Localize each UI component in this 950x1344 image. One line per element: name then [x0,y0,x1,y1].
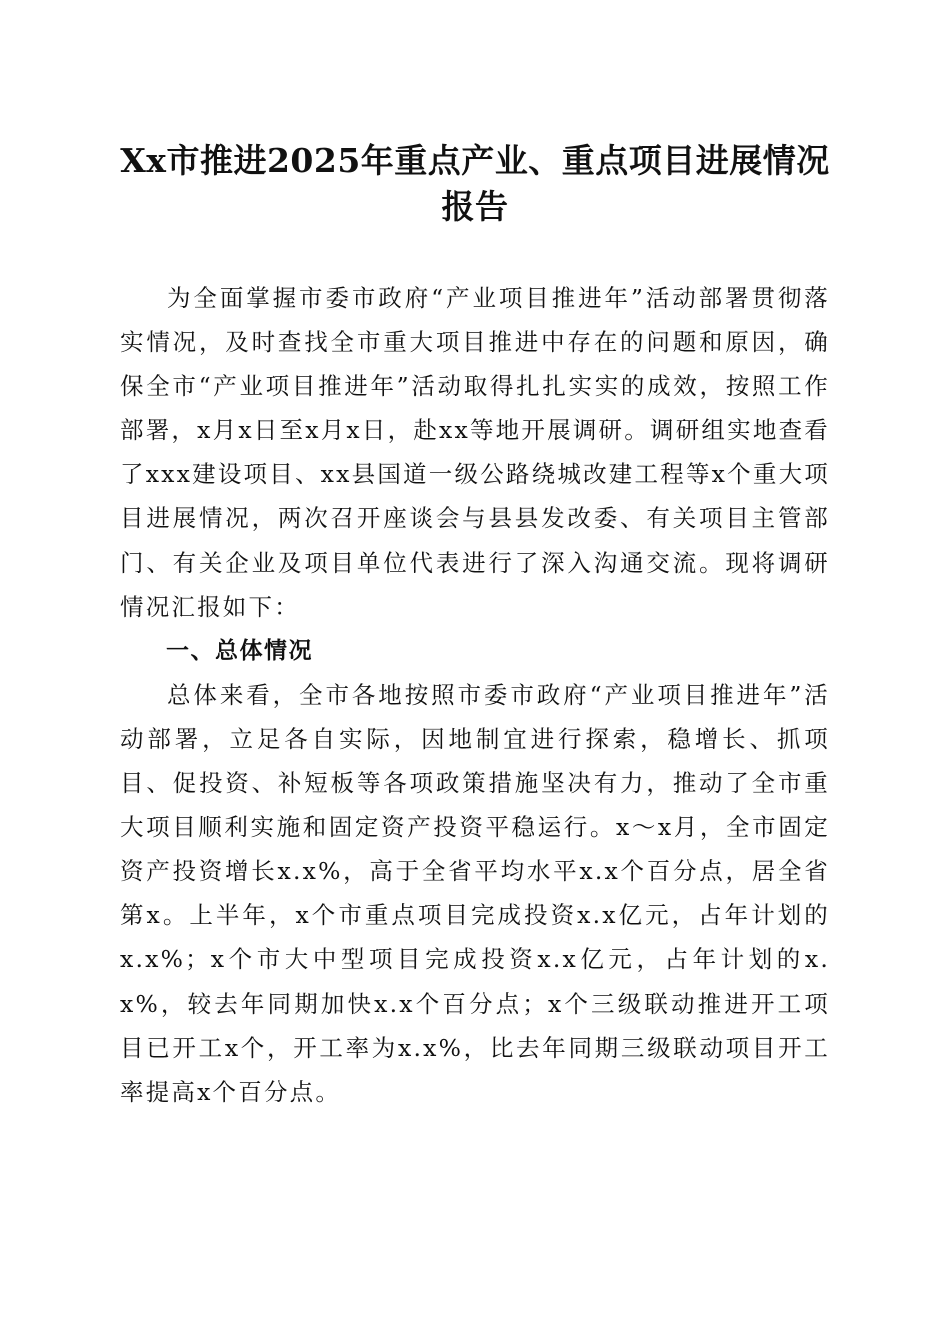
document-body [120,276,830,1114]
section-heading: 一、总体情况 [166,637,313,664]
intro-paragraph: 为全面掌握市委市政府“产业项目推进年”活动部署贯彻落实情况，及时查找全市重大项目推进中存在的问题和原因，确保全市“产业项目推进年”活动取得扎扎实实的成效，按照工作部署，x月x日至x月x日，赴xx等地开展调研。调研组实地查看了xxx建设项目、xx县国道一级公路绕城改建工程等x个重大项目进展情况，两次召开座谈会与县县发改委、有关项目主管部门、有关企业及项目单位代表进行了深入沟通交流。现将调研情况汇报如下： [120,284,830,621]
section-paragraph: 总体来看，全市各地按照市委市政府“产业项目推进年”活动部署，立足各自实际，因地制宜进行探索，稳增长、抓项目、促投资、补短板等各项政策措施坚决有力，推动了全市重大项目顺利实施和固定资产投资平稳运行。x～x月，全市固定资产投资增长x.x%，高于全省平均水平x.x个百分点，居全省第x。上半年，x个市重点项目完成投资x.x亿元，占年计划的x.x%；x个市大中型项目完成投资x.x亿元，占年计划的x.x%，较去年同期加快x.x个百分点；x个三级联动推进开工项目已开工x个，开工率为x.x%，比去年同期三级联动项目开工率提高x个百分点。 [120,680,830,1106]
document-title: Xx市推进2025年重点产业、重点项目进展情况报告 [120,141,830,226]
